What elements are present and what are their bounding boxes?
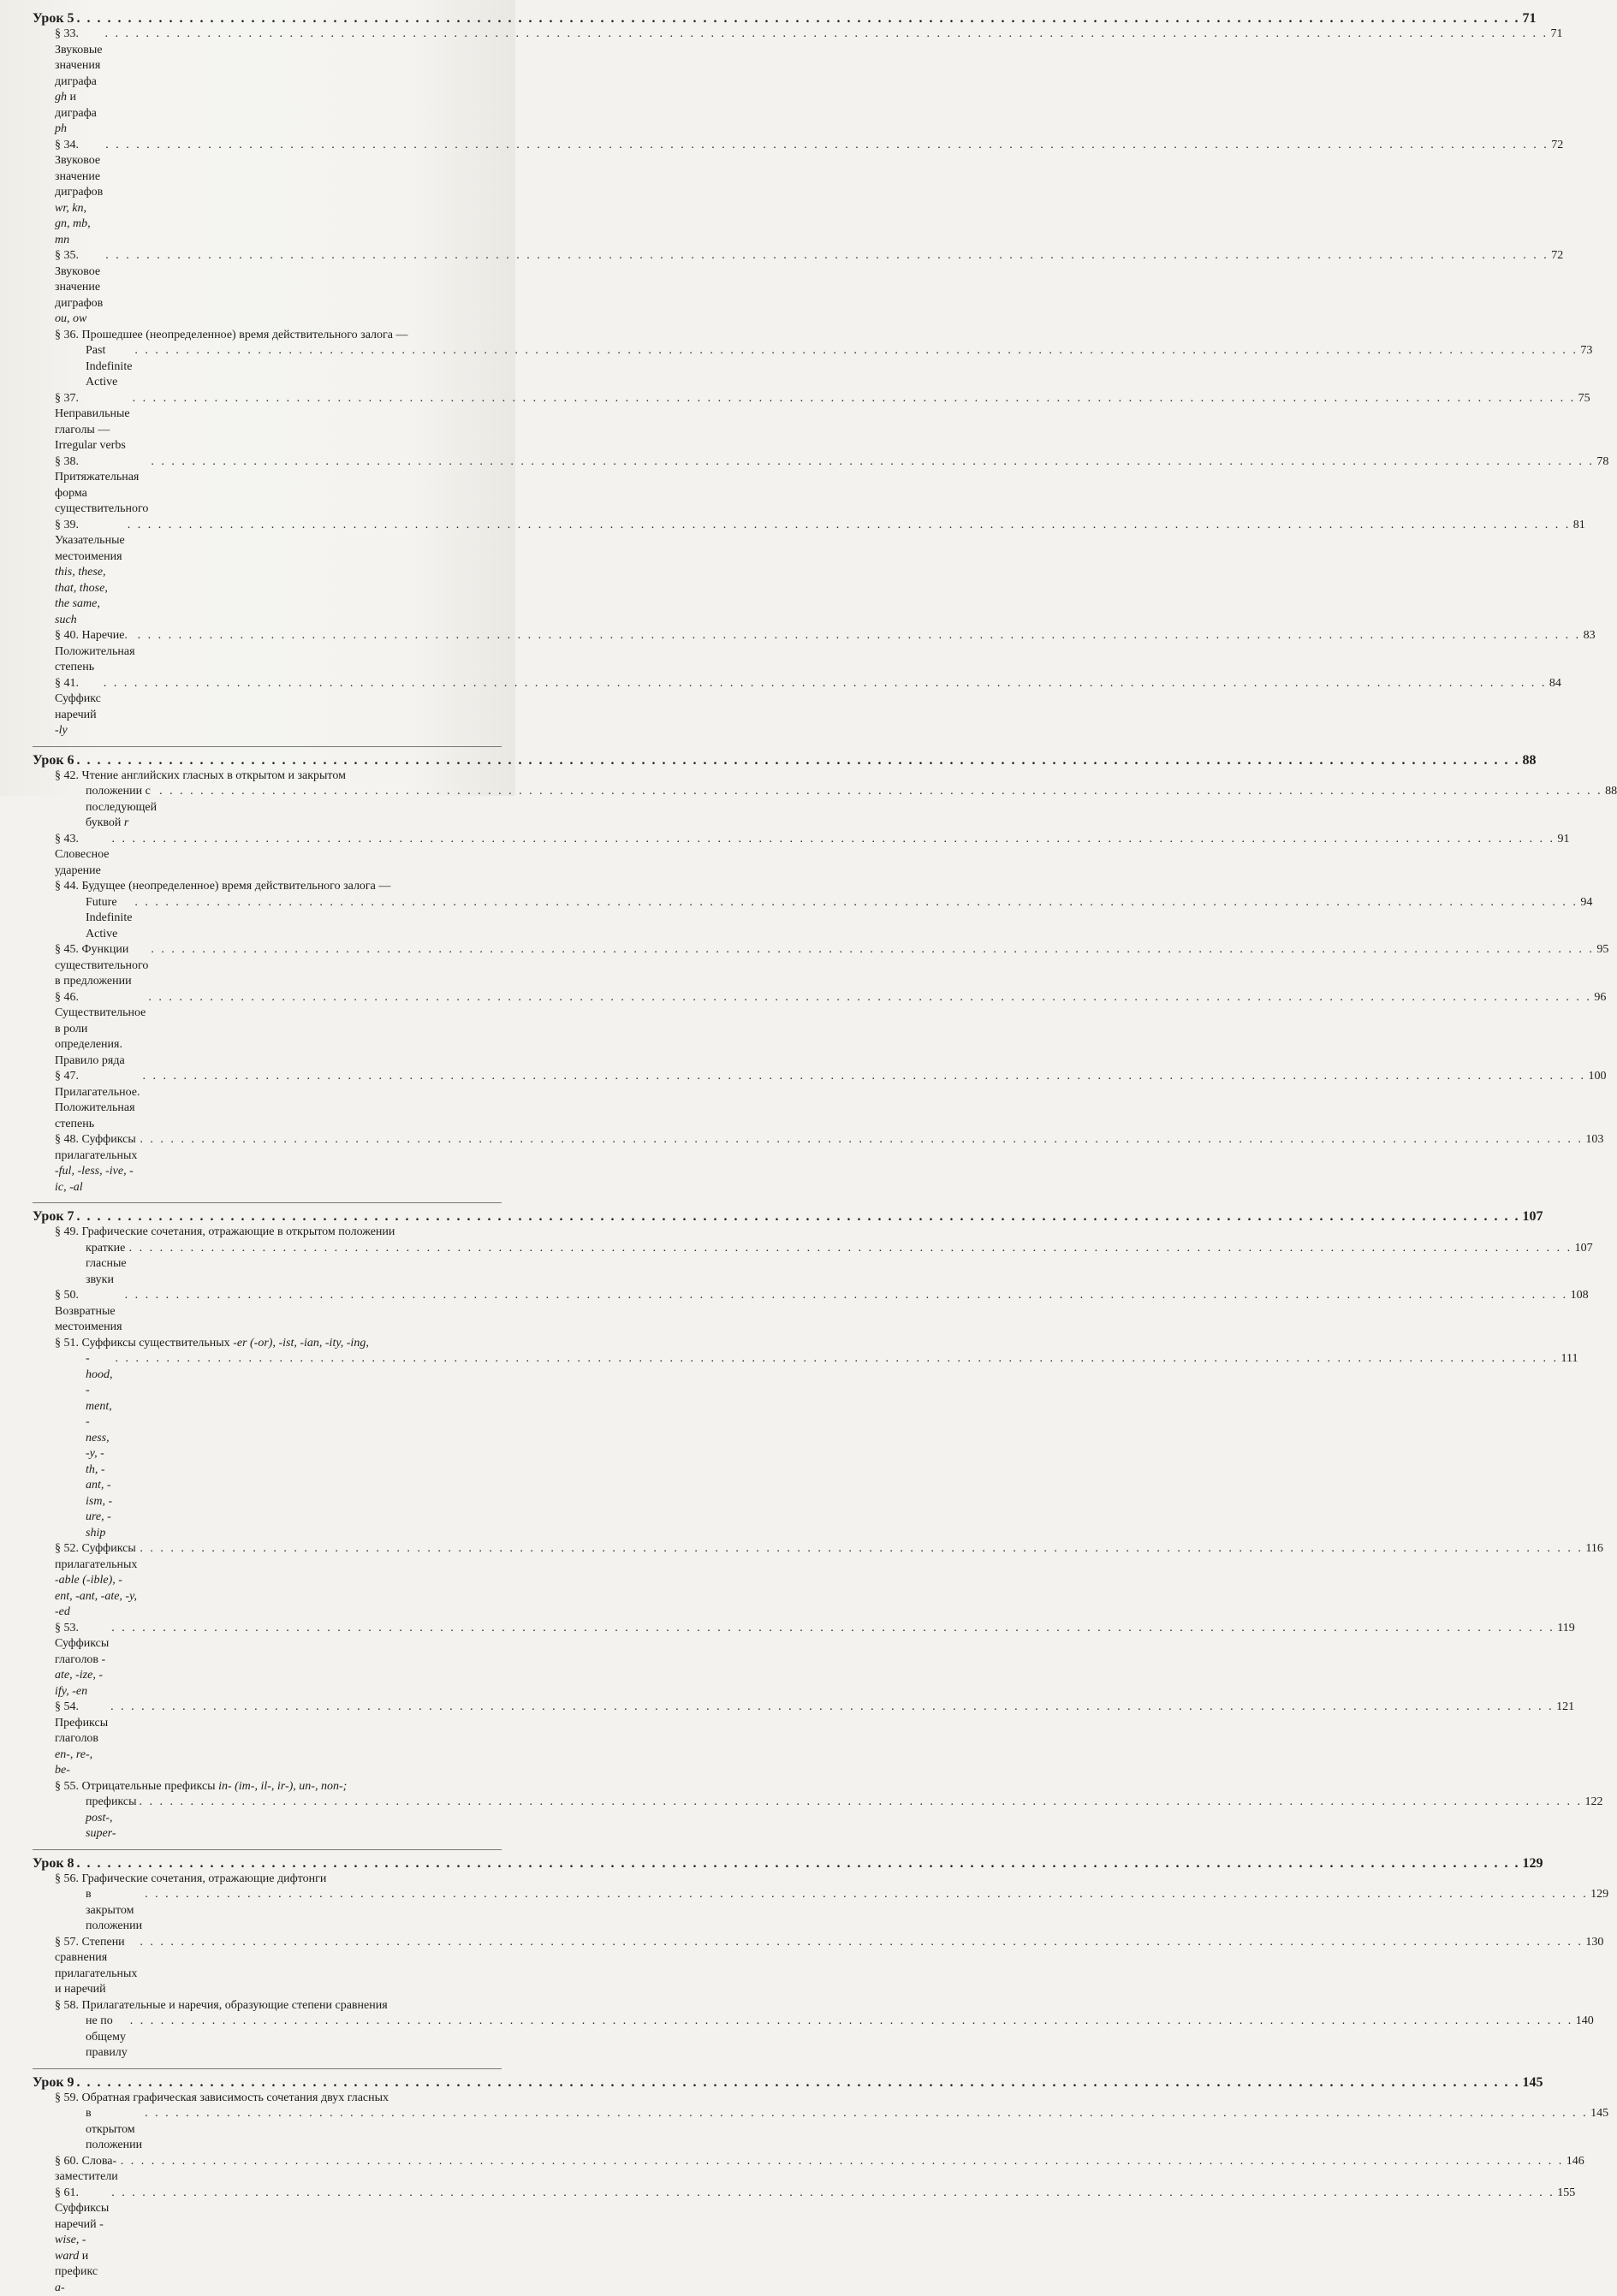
entry-first-line bbox=[55, 1872, 502, 1888]
entry-text: Суффиксы существительных bbox=[82, 1337, 234, 1350]
toc-entry[interactable] bbox=[33, 768, 502, 832]
dot-leader bbox=[111, 2186, 1555, 2202]
lesson-heading[interactable] bbox=[33, 2074, 502, 2091]
entry-page-number: 95 bbox=[1596, 942, 1608, 958]
entry-text: Будущее (неопределенное) время действительного залога — bbox=[82, 880, 391, 893]
toc-entry[interactable] bbox=[33, 628, 502, 676]
dot-leader bbox=[140, 1541, 1583, 1557]
lesson-page-number: 107 bbox=[1523, 1208, 1543, 1225]
entry-first-line bbox=[55, 1998, 502, 2014]
entry-second-line bbox=[55, 2106, 502, 2154]
entry-title bbox=[55, 518, 125, 629]
entry-italic-term: -er (-or), -ist, -ian, -ity, -ing, bbox=[233, 1337, 369, 1350]
dot-leader bbox=[140, 1795, 1583, 1811]
lesson-separator bbox=[33, 2068, 502, 2069]
entry-italic-term: r bbox=[124, 816, 128, 829]
entry-first-line bbox=[55, 2091, 502, 2107]
entry-text: Суффиксы прилагательных bbox=[55, 1133, 137, 1162]
dot-leader bbox=[134, 895, 1578, 911]
section-number: § 36. bbox=[55, 329, 79, 341]
entry-text-cont: не по общему правилу bbox=[86, 2014, 128, 2059]
dot-leader bbox=[130, 2014, 1573, 2030]
entry-page-number: 94 bbox=[1580, 895, 1592, 911]
lesson-section bbox=[33, 1855, 502, 2062]
entry-text: Звуковое значение диграфов bbox=[55, 265, 103, 310]
entry-italic-term: a- bbox=[55, 2281, 65, 2294]
dot-leader bbox=[111, 1621, 1555, 1637]
lesson-heading[interactable] bbox=[33, 1855, 502, 1872]
entry-text: Префиксы глаголов bbox=[55, 1717, 108, 1746]
section-number: § 40. bbox=[55, 629, 79, 642]
lesson-section bbox=[33, 2074, 502, 2296]
toc-entry[interactable] bbox=[33, 328, 502, 391]
lesson-page-number: 88 bbox=[1523, 752, 1537, 768]
entry-page-number: 78 bbox=[1596, 454, 1608, 471]
dot-leader bbox=[151, 454, 1594, 471]
entry-italic-term: -wise, -ward bbox=[55, 2218, 104, 2263]
entry-title bbox=[55, 2186, 109, 2296]
entry-text: Притяжательная форма существительного bbox=[55, 471, 148, 515]
entry-title bbox=[55, 1069, 140, 1132]
dot-leader bbox=[104, 27, 1548, 43]
entry-title-cont bbox=[86, 784, 157, 832]
entry-page-number: 116 bbox=[1585, 1541, 1602, 1557]
toc-entry[interactable] bbox=[33, 2091, 502, 2154]
entry-second-line bbox=[55, 1887, 502, 1935]
section-number: § 57. bbox=[55, 1936, 79, 1949]
entry-text-cont: положении с последующей буквой bbox=[86, 785, 157, 829]
entry-italic-term: gh bbox=[55, 91, 67, 104]
entry-title-cont bbox=[86, 2106, 142, 2154]
dot-leader bbox=[125, 1288, 1568, 1304]
entry-page-number: 84 bbox=[1549, 676, 1561, 692]
lesson-page-number: 129 bbox=[1523, 1855, 1543, 1872]
dot-leader bbox=[145, 2106, 1588, 2122]
section-number: § 48. bbox=[55, 1133, 79, 1146]
entry-page-number: 145 bbox=[1590, 2106, 1608, 2122]
lesson-section bbox=[33, 1208, 502, 1842]
lesson-title: Урок 9 bbox=[33, 2074, 74, 2091]
toc-entry[interactable] bbox=[33, 1935, 502, 1998]
entry-italic-term: -able (-ible), -ent, -ant, -ate, -y, -ed bbox=[55, 1574, 137, 1618]
entry-text-cont: в закрытом положении bbox=[86, 1888, 142, 1932]
entry-title bbox=[55, 1132, 137, 1195]
toc-entry[interactable] bbox=[33, 990, 502, 1070]
entry-page-number: 73 bbox=[1580, 343, 1592, 359]
entry-italic-term: -ly bbox=[55, 724, 68, 737]
entry-page-number: 72 bbox=[1551, 248, 1563, 264]
entry-page-number: 103 bbox=[1585, 1132, 1603, 1148]
entry-first-line bbox=[55, 768, 502, 785]
lesson-title: Урок 6 bbox=[33, 752, 74, 768]
section-number: § 58. bbox=[55, 1999, 79, 2012]
lesson-title: Урок 7 bbox=[33, 1208, 74, 1225]
dot-leader bbox=[110, 1700, 1554, 1716]
entry-second-line bbox=[55, 343, 502, 391]
entry-text: Обратная графическая зависимость сочетания двух гласных bbox=[82, 2091, 389, 2104]
entry-first-line bbox=[55, 1225, 502, 1241]
dot-leader bbox=[77, 2074, 1520, 2091]
section-number: § 49. bbox=[55, 1225, 79, 1238]
entry-text: Суффиксы прилагательных bbox=[55, 1542, 137, 1571]
entry-title bbox=[55, 391, 130, 454]
entry-italic-term: -ful, -less, -ive, -ic, -al bbox=[55, 1165, 134, 1194]
section-number: § 51. bbox=[55, 1337, 79, 1350]
toc-entry[interactable] bbox=[33, 138, 502, 249]
entry-title-cont bbox=[86, 895, 132, 943]
entry-first-line bbox=[55, 1336, 502, 1352]
entry-page-number: 88 bbox=[1605, 784, 1617, 800]
toc-entry[interactable] bbox=[33, 518, 502, 629]
toc-entry[interactable] bbox=[33, 1998, 502, 2062]
entry-first-line bbox=[55, 328, 502, 344]
entry-second-line bbox=[55, 1351, 502, 1541]
entry-title bbox=[55, 248, 103, 328]
section-number: § 33. bbox=[55, 27, 79, 40]
entry-text: Неправильные глаголы — Irregular verbs bbox=[55, 407, 130, 452]
toc-entry[interactable] bbox=[33, 454, 502, 518]
toc-entry[interactable] bbox=[33, 248, 502, 328]
dot-leader bbox=[140, 1935, 1583, 1951]
entry-text-cont: Past Indefinite Active bbox=[86, 344, 132, 389]
toc-entry[interactable] bbox=[33, 942, 502, 990]
entry-title-cont bbox=[86, 1241, 127, 1289]
dot-leader bbox=[129, 1241, 1572, 1257]
entry-title-cont bbox=[86, 2014, 128, 2062]
entry-page-number: 130 bbox=[1585, 1935, 1603, 1951]
entry-title-cont bbox=[86, 1795, 137, 1842]
lesson-page-number: 145 bbox=[1523, 2074, 1543, 2091]
entry-italic-term: this, these, that, those, the same, such bbox=[55, 566, 108, 626]
entry-text: Возвратные местоимения bbox=[55, 1305, 122, 1334]
section-number: § 45. bbox=[55, 943, 79, 956]
entry-title bbox=[55, 1700, 108, 1779]
entry-text: Прошедшее (неопределенное) время действительного залога — bbox=[82, 329, 408, 341]
section-number: § 59. bbox=[55, 2091, 79, 2104]
entry-page-number: 119 bbox=[1557, 1621, 1574, 1637]
section-number: § 47. bbox=[55, 1070, 79, 1083]
entry-title bbox=[55, 942, 148, 990]
entry-italic-term: ou, ow bbox=[55, 312, 86, 325]
dot-leader bbox=[134, 343, 1578, 359]
entry-second-line bbox=[55, 784, 502, 832]
entry-page-number: 72 bbox=[1551, 138, 1563, 154]
section-number: § 60. bbox=[55, 2155, 79, 2168]
lesson-section bbox=[33, 10, 502, 739]
toc-entry[interactable] bbox=[33, 1541, 502, 1621]
toc-entry[interactable] bbox=[33, 27, 502, 138]
entry-page-number: 96 bbox=[1594, 990, 1606, 1006]
entry-page-number: 146 bbox=[1566, 2154, 1584, 2170]
section-number: § 44. bbox=[55, 880, 79, 893]
entry-text-cont: в открытом положении bbox=[86, 2107, 142, 2151]
section-number: § 46. bbox=[55, 991, 79, 1004]
entry-page-number: 108 bbox=[1571, 1288, 1589, 1304]
entry-title bbox=[55, 1288, 122, 1336]
toc-entry[interactable] bbox=[33, 832, 502, 880]
section-number: § 42. bbox=[55, 769, 79, 782]
toc-entry[interactable] bbox=[33, 1132, 502, 1195]
lesson-heading[interactable] bbox=[33, 752, 502, 768]
entry-title bbox=[55, 990, 146, 1070]
dot-leader bbox=[77, 752, 1520, 768]
section-number: § 39. bbox=[55, 519, 79, 531]
entry-italic-term: post-, super- bbox=[86, 1812, 116, 1841]
toc-entry[interactable] bbox=[33, 1621, 502, 1700]
entry-title bbox=[55, 1621, 109, 1700]
toc-entry[interactable] bbox=[33, 1225, 502, 1288]
entry-title-cont bbox=[86, 1351, 113, 1541]
toc-entry[interactable] bbox=[33, 1700, 502, 1779]
entry-page-number: 100 bbox=[1588, 1069, 1606, 1085]
lesson-separator bbox=[33, 1202, 502, 1203]
dot-leader bbox=[116, 1351, 1559, 1368]
lesson-section bbox=[33, 752, 502, 1196]
dot-leader bbox=[159, 784, 1602, 800]
entry-text: Наречие. Положительная степень bbox=[55, 629, 135, 673]
section-number: § 53. bbox=[55, 1622, 79, 1634]
entry-page-number: 111 bbox=[1561, 1351, 1578, 1368]
entry-italic-term: en-, re-, be- bbox=[55, 1748, 92, 1777]
dot-leader bbox=[77, 10, 1520, 27]
toc-entry[interactable] bbox=[33, 1288, 502, 1336]
dot-leader bbox=[121, 2154, 1564, 2170]
entry-text-cont: Future Indefinite Active bbox=[86, 896, 132, 940]
entry-text: Слова-заместители bbox=[55, 2155, 118, 2184]
entry-text: Словесное ударение bbox=[55, 848, 110, 877]
dot-leader bbox=[142, 1069, 1585, 1085]
entry-text-cont: краткие гласные звуки bbox=[86, 1242, 127, 1286]
entry-text: Суффиксы глаголов bbox=[55, 1637, 109, 1666]
section-number: § 54. bbox=[55, 1700, 79, 1713]
dot-leader bbox=[77, 1208, 1520, 1225]
lesson-separator bbox=[33, 746, 502, 747]
entry-page-number: 83 bbox=[1584, 628, 1596, 644]
dot-leader bbox=[105, 248, 1549, 264]
entry-italic-term: ph bbox=[55, 122, 67, 135]
section-number: § 55. bbox=[55, 1780, 79, 1793]
section-number: § 34. bbox=[55, 139, 79, 151]
entry-title bbox=[55, 1541, 137, 1621]
entry-page-number: 91 bbox=[1558, 832, 1570, 848]
dot-leader bbox=[133, 391, 1576, 407]
section-number: § 41. bbox=[55, 677, 79, 690]
toc-entry[interactable] bbox=[33, 879, 502, 942]
entry-title bbox=[55, 1935, 137, 1998]
entry-text: Звуковые значения диграфа bbox=[55, 44, 102, 88]
toc-entry[interactable] bbox=[33, 1069, 502, 1132]
entry-second-line bbox=[55, 1795, 502, 1842]
entry-text: Графические сочетания, отражающие дифтонги bbox=[82, 1872, 327, 1885]
entry-page-number: 140 bbox=[1576, 2014, 1594, 2030]
section-number: § 38. bbox=[55, 455, 79, 468]
entry-title bbox=[55, 676, 101, 739]
entry-title-cont bbox=[86, 343, 132, 391]
dot-leader bbox=[104, 676, 1547, 692]
entry-title-cont bbox=[86, 1887, 142, 1935]
entry-page-number: 155 bbox=[1557, 2186, 1575, 2202]
entry-page-number: 122 bbox=[1585, 1795, 1603, 1811]
toc-page bbox=[0, 0, 515, 796]
lesson-title: Урок 8 bbox=[33, 1855, 74, 1872]
dot-leader bbox=[140, 1132, 1583, 1148]
entry-page-number: 71 bbox=[1550, 27, 1562, 43]
lesson-title: Урок 5 bbox=[33, 10, 74, 27]
section-number: § 35. bbox=[55, 249, 79, 262]
toc-entry[interactable] bbox=[33, 2154, 502, 2186]
entry-title bbox=[55, 138, 103, 249]
entry-title bbox=[55, 27, 102, 138]
dot-leader bbox=[138, 628, 1581, 644]
lesson-separator bbox=[33, 1849, 502, 1850]
entry-text: Звуковое значение диграфов bbox=[55, 154, 103, 199]
entry-text: Прилагательное. Положительная степень bbox=[55, 1086, 140, 1130]
section-number: § 37. bbox=[55, 392, 79, 405]
entry-italic-term: in- (im-, il-, ir-), un-, non-; bbox=[218, 1780, 347, 1793]
entry-second-line bbox=[55, 895, 502, 943]
entry-text-cont: и префикс bbox=[55, 2250, 98, 2279]
entry-text: Графические сочетания, отражающие в открытом положении bbox=[82, 1225, 395, 1238]
toc-entry[interactable] bbox=[33, 676, 502, 739]
entry-second-line bbox=[55, 1241, 502, 1289]
dot-leader bbox=[148, 990, 1591, 1006]
entry-first-line bbox=[55, 879, 502, 895]
dot-leader bbox=[105, 138, 1549, 154]
entry-page-number: 121 bbox=[1556, 1700, 1574, 1716]
entry-first-line bbox=[55, 1779, 502, 1795]
entry-title bbox=[55, 454, 148, 518]
toc-entry[interactable] bbox=[33, 2186, 502, 2296]
entry-text: Суффикс наречий bbox=[55, 692, 101, 721]
entry-title bbox=[55, 832, 110, 880]
entry-title bbox=[55, 2154, 118, 2186]
dot-leader bbox=[112, 832, 1555, 848]
entry-page-number: 129 bbox=[1590, 1887, 1608, 1903]
toc-entry[interactable] bbox=[33, 391, 502, 454]
entry-title bbox=[55, 628, 135, 676]
lesson-page-number: 71 bbox=[1523, 10, 1537, 27]
entry-text: Функции существительного в предложении bbox=[55, 943, 148, 988]
entry-text: Существительное в роли определения. Правило ряда bbox=[55, 1006, 146, 1067]
section-number: § 61. bbox=[55, 2186, 79, 2199]
toc-entry[interactable] bbox=[33, 1336, 502, 1542]
section-number: § 56. bbox=[55, 1872, 79, 1885]
entry-text: Чтение английских гласных в открытом и закрытом bbox=[82, 769, 346, 782]
entry-page-number: 81 bbox=[1573, 518, 1585, 534]
entry-text: Прилагательные и наречия, образующие степени сравнения bbox=[82, 1999, 388, 2012]
entry-text-cont: и диграфа bbox=[55, 91, 97, 120]
dot-leader bbox=[145, 1887, 1588, 1903]
section-number: § 52. bbox=[55, 1542, 79, 1555]
entry-second-line bbox=[55, 2014, 502, 2062]
entry-page-number: 75 bbox=[1578, 391, 1590, 407]
entry-italic-term: -hood, -ment, -ness, -y, -th, -ant, -ism, -ure, -ship bbox=[86, 1352, 113, 1540]
entry-text: Степени сравнения прилагательных и наречий bbox=[55, 1936, 137, 1996]
entry-italic-term: -ate, -ize, -ify, -en bbox=[55, 1653, 105, 1698]
entry-page-number: 107 bbox=[1575, 1241, 1593, 1257]
dot-leader bbox=[77, 1855, 1520, 1872]
entry-text: Указательные местоимения bbox=[55, 534, 125, 563]
section-number: § 50. bbox=[55, 1289, 79, 1302]
lesson-heading[interactable] bbox=[33, 10, 502, 27]
entry-text-cont: префиксы bbox=[86, 1795, 137, 1808]
toc-entry[interactable] bbox=[33, 1779, 502, 1842]
entry-text: Отрицательные префиксы bbox=[82, 1780, 219, 1793]
dot-leader bbox=[128, 518, 1571, 534]
toc-entry[interactable] bbox=[33, 1872, 502, 1935]
lesson-heading[interactable] bbox=[33, 1208, 502, 1225]
section-number: § 43. bbox=[55, 833, 79, 845]
entry-italic-term: wr, kn, gn, mb, mn bbox=[55, 202, 91, 246]
entry-text: Суффиксы наречий bbox=[55, 2202, 109, 2231]
dot-leader bbox=[151, 942, 1594, 958]
